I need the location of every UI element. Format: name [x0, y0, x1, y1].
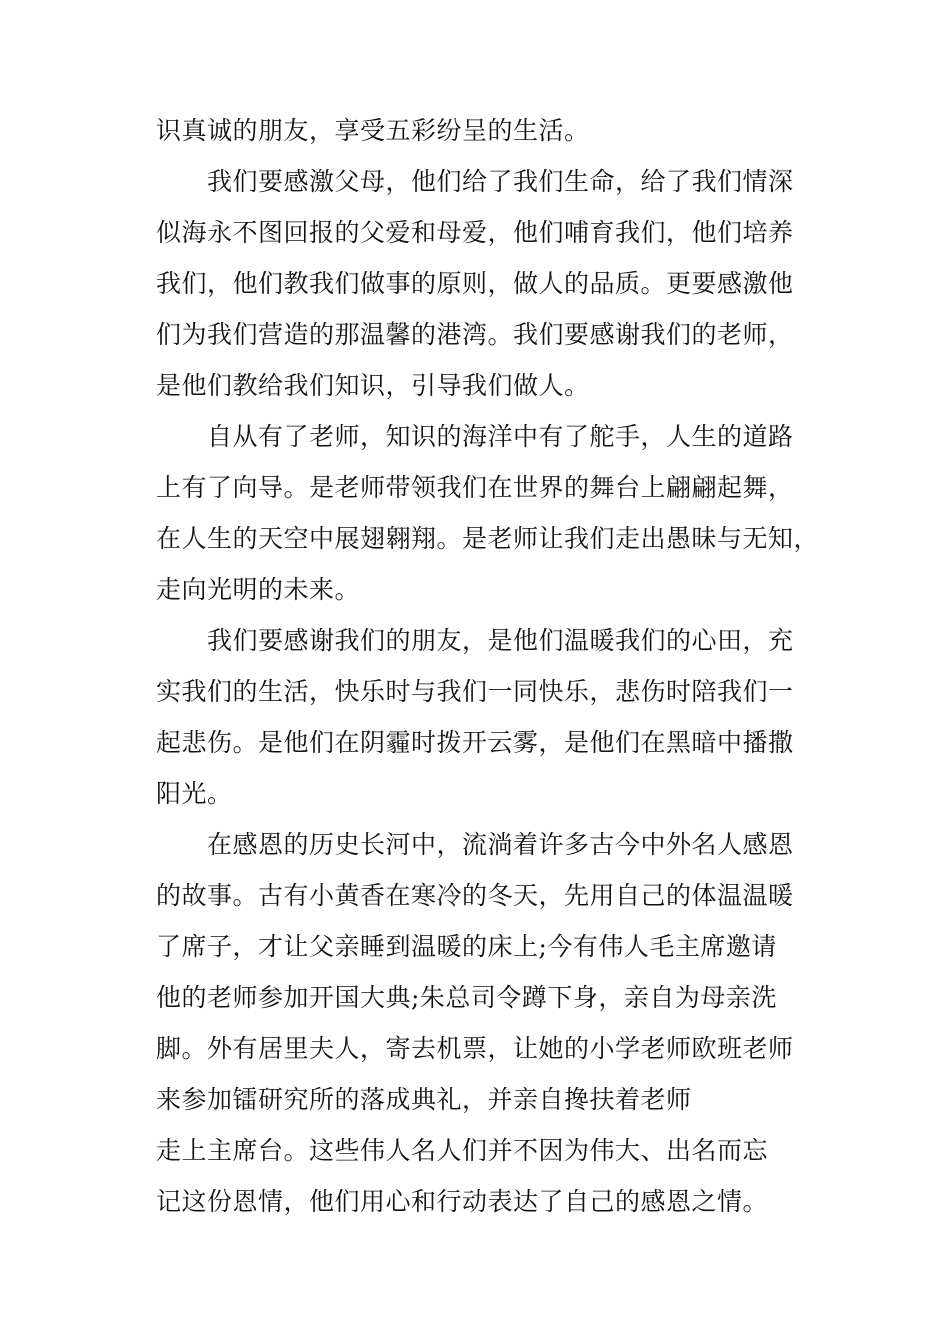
paragraph-first-line: 我们要感谢我们的朋友，是他们温暖我们的心田，充	[207, 626, 794, 655]
text-line: 识真诚的朋友，享受五彩纷呈的生活。	[156, 116, 590, 145]
paragraph-first-line: 在感恩的历史长河中，流淌着许多古今中外名人感恩	[207, 830, 794, 859]
text-line: 走向光明的未来。	[156, 575, 361, 604]
text-line: 来参加镭研究所的落成典礼，并亲自搀扶着老师	[156, 1085, 692, 1114]
text-line: 走上主席台。这些伟人名人们并不因为伟大、出名而忘	[156, 1136, 769, 1165]
text-line: 是他们教给我们知识，引导我们做人。	[156, 371, 590, 400]
text-line: 们为我们营造的那温馨的港湾。我们要感谢我们的老师，	[156, 320, 794, 349]
paragraph-first-line: 我们要感激父母，他们给了我们生命，给了我们情深	[207, 167, 794, 196]
text-line: 似海永不图回报的父爱和母爱，他们哺育我们，他们培养	[156, 218, 794, 247]
text-line: 了席子，才让父亲睡到温暖的床上;今有伟人毛主席邀请	[156, 932, 777, 961]
text-line: 的故事。古有小黄香在寒冷的冬天，先用自己的体温温暖	[156, 881, 794, 910]
text-line: 他的老师参加开国大典;朱总司令蹲下身，亲自为母亲洗	[156, 983, 777, 1012]
text-line: 实我们的生活，快乐时与我们一同快乐，悲伤时陪我们一	[156, 677, 794, 706]
text-line: 我们，他们教我们做事的原则，做人的品质。更要感激他	[156, 269, 794, 298]
text-line: 记这份恩情，他们用心和行动表达了自己的感恩之情。	[156, 1187, 769, 1216]
text-line: 阳光。	[156, 779, 233, 808]
text-line: 起悲伤。是他们在阴霾时拨开云雾，是他们在黑暗中播撒	[156, 728, 794, 757]
paragraph-first-line: 自从有了老师，知识的海洋中有了舵手，人生的道路	[207, 422, 794, 451]
text-line: 脚。外有居里夫人，寄去机票，让她的小学老师欧班老师	[156, 1034, 794, 1063]
text-line: 上有了向导。是老师带领我们在世界的舞台上翩翩起舞，	[156, 473, 794, 502]
text-line: 在人生的天空中展翅翱翔。是老师让我们走出愚昧与无知，	[156, 524, 820, 553]
